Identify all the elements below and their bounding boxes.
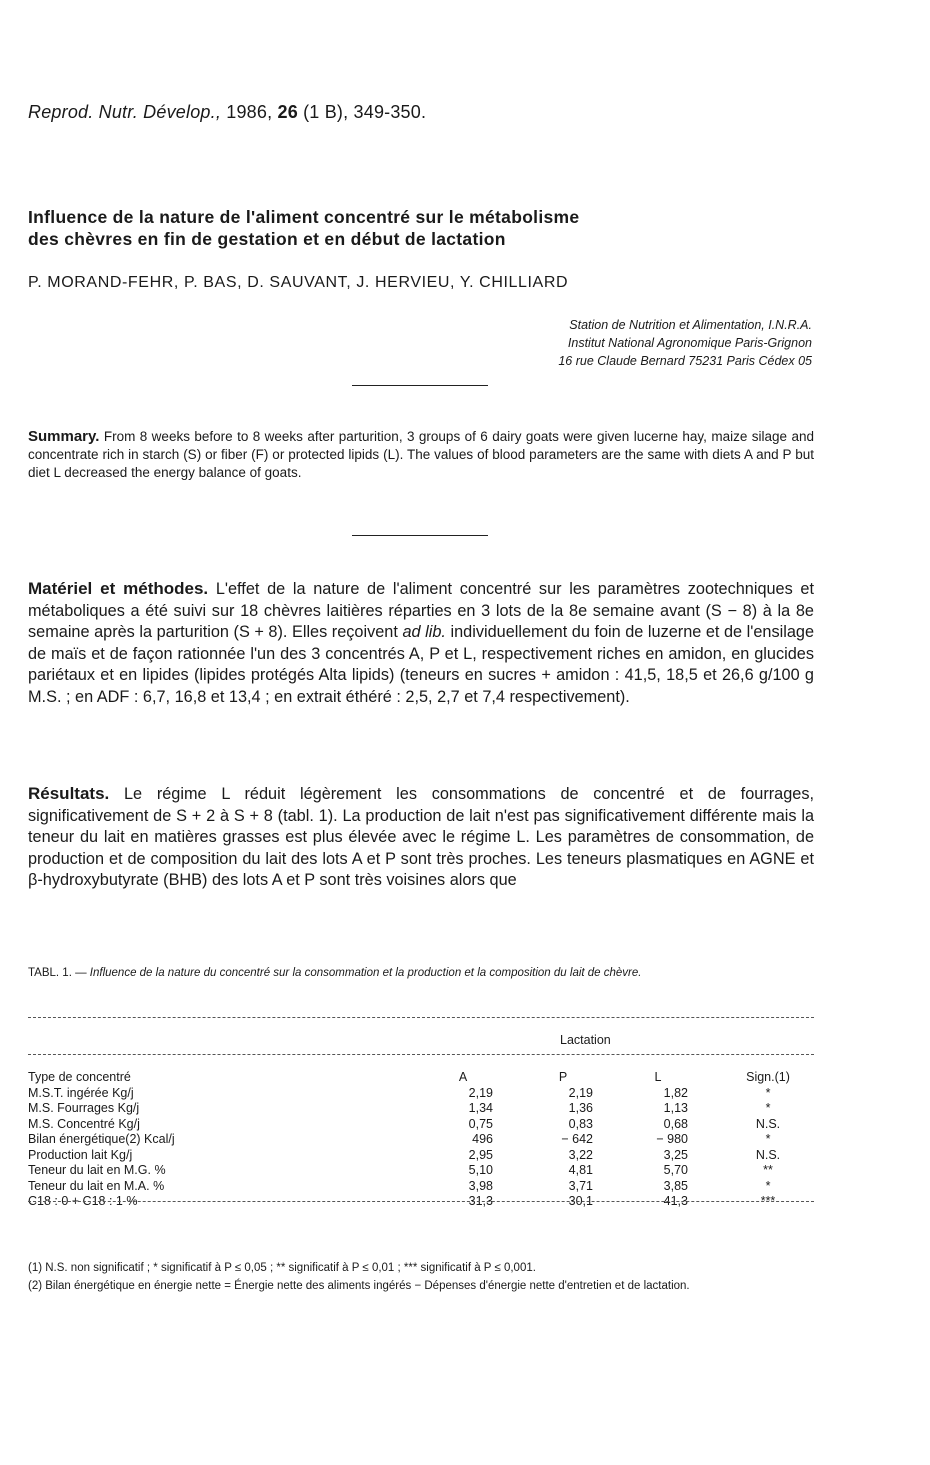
- results-paragraph: [28, 783, 814, 892]
- table-bottom-rule: [28, 1201, 814, 1202]
- cell-a: 496: [472, 1132, 493, 1146]
- methods-text-continued: individuellement du foin de luzerne et de l'ensilage de maïs et de façon rationnée l'un des 3 concentrés A, P et L, respectivement riches en amidon, en glucides pariétaux et en lipides (lipides protégés Alta lipids) (teneurs en sucres + amidon : 41,5, 18,5 et 26,6 g/100 g M.S. ; en ADF : 6,7, 16,8 et 13,4 ; en extrait éthéré : 2,5, 2,7 et 7,4 respectivement).: [28, 623, 815, 706]
- summary-text: From 8 weeks before to 8 weeks after parturition, 3 groups of 6 dairy goats were given lucerne hay, maize silage and concentrate rich in starch (S) or fiber (F) or protected lipids (L). The values of blood parameters are the same with diets A and P but diet L decreased the energy balance of goats.: [28, 429, 814, 480]
- table-row: [28, 1117, 814, 1133]
- summary-paragraph: [28, 428, 814, 482]
- citation-year: 1986,: [226, 102, 273, 122]
- cell-l: 3,25: [663, 1147, 688, 1162]
- methods-paragraph: [28, 578, 814, 708]
- cell-l: − 980: [656, 1132, 688, 1146]
- cell-a: 5,10: [468, 1163, 493, 1177]
- cell-l: 1,82: [663, 1085, 688, 1100]
- journal-name: Reprod. Nutr. Dévelop.,: [28, 102, 222, 122]
- row-label: M.S. Concentré Kg/j: [28, 1116, 140, 1131]
- cell-a: 3,98: [468, 1178, 493, 1193]
- row-label: Production lait Kg/j: [28, 1147, 133, 1162]
- header-a: A: [458, 1070, 468, 1084]
- citation-volume: 26: [277, 102, 298, 122]
- header-sign: Sign.(1): [746, 1070, 790, 1084]
- cell-a: 2,95: [468, 1147, 493, 1162]
- footnote-2: (2) Bilan énergétique en énergie nette = Énergie nette des aliments ingérés − Dépenses d'énergie nette d'entretien et de lactation.: [28, 1280, 690, 1292]
- cell-p: 30,1: [568, 1194, 593, 1208]
- table-row: [28, 1101, 814, 1117]
- methods-italic: ad lib.: [402, 623, 446, 641]
- cell-sign: N.S.: [755, 1147, 781, 1162]
- table-row: [28, 1132, 814, 1148]
- cell-p: − 642: [561, 1132, 593, 1146]
- table-row: [28, 1148, 814, 1164]
- methods-heading: Matériel et méthodes.: [28, 579, 209, 598]
- affiliation-line-3: 16 rue Claude Bernard 75231 Paris Cédex 05: [558, 354, 812, 368]
- results-text: Le régime L réduit légèrement les consommations de concentré et de fourrages, significativement de S + 2 à S + 8 (tabl. 1). La production de lait n'est pas significativement différente mais la teneur du lait en matières grasses est plus élevée avec le régime L. Les paramètres de consommation, de production et de composition du lait des lots A et P sont très proches. Les teneurs plasmatiques en AGNE et β-hydroxybutyrate (BHB) des lots A et P sont très voisines alors que: [28, 785, 814, 889]
- table-top-rule: [28, 1017, 814, 1018]
- data-table: [28, 1070, 814, 1210]
- cell-a: 31,3: [468, 1194, 493, 1208]
- cell-l: 1,13: [663, 1101, 688, 1115]
- table-footnotes: [28, 1260, 814, 1296]
- table-row: [28, 1179, 814, 1195]
- methods-text: L'effet de la nature de l'aliment concentré sur les paramètres zootechniques et métaboliques a été suivi sur 18 chèvres laitières réparties en 3 lots de la 8e semaine avant (S − 8) à la 8e semaine après la parturition (S + 8). Elles reçoivent: [28, 580, 815, 641]
- table-row: [28, 1086, 814, 1102]
- table-caption-text: Influence de la nature du concentré sur la consommation et la production et la composition du lait de chèvre.: [89, 967, 642, 979]
- citation-issue-pages: (1 B), 349-350.: [303, 102, 427, 122]
- cell-sign: N.S.: [755, 1116, 781, 1131]
- cell-sign: **: [763, 1163, 773, 1177]
- divider-rule: [352, 385, 488, 386]
- affiliation-line-1: Station de Nutrition et Alimentation, I.N.R.A.: [569, 318, 812, 332]
- affiliation: [558, 316, 812, 370]
- cell-sign: *: [765, 1101, 771, 1115]
- cell-a: 0,75: [468, 1116, 493, 1131]
- title-line-2: des chèvres en fin de gestation et en début de lactation: [28, 229, 506, 249]
- cell-p: 4,81: [568, 1163, 593, 1177]
- table-group-header: Lactation: [560, 1033, 611, 1047]
- header-label: Type de concentré: [28, 1070, 131, 1084]
- results-heading: Résultats.: [28, 784, 110, 803]
- cell-sign: *: [765, 1085, 771, 1100]
- cell-sign: ***: [760, 1194, 776, 1208]
- cell-p: 2,19: [568, 1085, 593, 1100]
- cell-sign: *: [765, 1132, 771, 1146]
- cell-p: 3,71: [568, 1178, 593, 1193]
- row-label: C18 : 0 + C18 : 1 %: [28, 1194, 138, 1208]
- cell-l: 0,68: [663, 1116, 688, 1131]
- article-title: [28, 206, 888, 250]
- header-l: L: [654, 1070, 662, 1084]
- affiliation-line-2: Institut National Agronomique Paris-Grignon: [567, 336, 812, 350]
- row-label: Teneur du lait en M.A. %: [28, 1178, 165, 1193]
- cell-p: 1,36: [568, 1101, 593, 1115]
- cell-l: 41,3: [663, 1194, 688, 1208]
- table-header-rule: [28, 1054, 814, 1055]
- cell-p: 3,22: [568, 1147, 593, 1162]
- cell-a: 1,34: [468, 1101, 493, 1115]
- cell-a: 2,19: [468, 1085, 493, 1100]
- title-line-1: Influence de la nature de l'aliment concentré sur le métabolisme: [28, 207, 580, 227]
- table-caption-label: TABL. 1. —: [28, 967, 87, 979]
- cell-l: 5,70: [663, 1163, 688, 1177]
- journal-citation: [28, 102, 426, 123]
- row-label: M.S. Fourrages Kg/j: [28, 1101, 140, 1115]
- row-label: Bilan énergétique(2) Kcal/j: [28, 1132, 175, 1146]
- cell-sign: *: [765, 1178, 771, 1193]
- header-p: P: [558, 1070, 568, 1084]
- cell-p: 0,83: [568, 1116, 593, 1131]
- footnote-1: (1) N.S. non significatif ; * significatif à P ≤ 0,05 ; ** significatif à P ≤ 0,01 ; *** significatif à P ≤ 0,001.: [28, 1262, 536, 1274]
- table-header-row: [28, 1070, 814, 1086]
- row-label: Teneur du lait en M.G. %: [28, 1163, 166, 1177]
- author-list: P. MORAND-FEHR, P. BAS, D. SAUVANT, J. HERVIEU, Y. CHILLIARD: [28, 274, 569, 291]
- summary-heading: Summary.: [28, 428, 100, 445]
- cell-l: 3,85: [663, 1178, 688, 1193]
- table-row: [28, 1163, 814, 1179]
- divider-rule: [352, 535, 488, 536]
- table-caption: [28, 965, 814, 981]
- row-label: M.S.T. ingérée Kg/j: [28, 1085, 134, 1100]
